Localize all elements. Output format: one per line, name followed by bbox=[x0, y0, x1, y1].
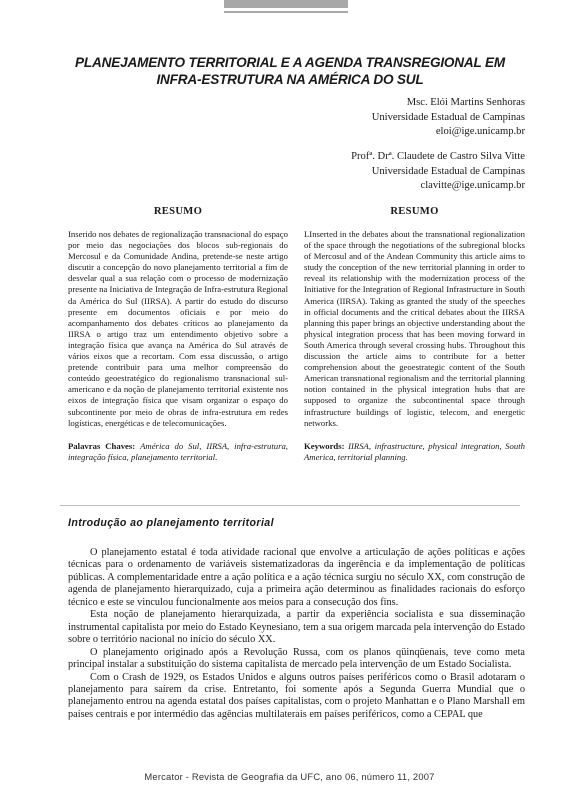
section-heading: Introdução ao planejamento territorial bbox=[68, 517, 274, 529]
header-decoration-bar bbox=[224, 0, 348, 8]
author-institution: Universidade Estadual de Campinas bbox=[371, 111, 525, 123]
author-name: Profª. Drª. Claudete de Castro Silva Vitte bbox=[351, 151, 525, 162]
abstract-heading: RESUMO bbox=[390, 206, 439, 217]
body-paragraph: O planejamento originado após a Revolução Russa, com os planos qüinqüenais, teve como meta principal instalar a substituição do sistema capitalista de mercado pela intervenção de um Estado Socialista. bbox=[68, 646, 525, 671]
abstract-text: LInserted in the debates about the transnational regionalization of the space through the negotiations of the subregional blocks of Mercosul and of the Andean Community this article aims to study the conception of the new territorial planning in order to reveal its relationship with the modernization process of the Initiative for the Integration of Regional Infrastructure in South America (IIRSA). Taking as granted the study of the speeches in official documents and the critical debates about the IIRSA planning this paper brings an objective understanding about the physical integration process that has been moving forward in South America through several crossing hubs. Throughout this discussion the article aims to contribute for a better comprehension about the geoestrategic content of the South American transnational regionalism and the territorial planning notion contained in the physical integration hubs that are supposed to organize the subcontinental space through infrastructure buildings of logistic, telecom, and energetic networks. bbox=[304, 229, 525, 428]
keywords-label: Palavras Chaves bbox=[68, 440, 133, 451]
author-email[interactable]: eloi@ige.unicamp.br bbox=[435, 126, 525, 138]
body-paragraph: O planejamento estatal é toda atividade racional que envolve a articulação de ações políticas e ações técnicas para o ordenamento de variáveis sistematizadoras da ingerência e da implementação de políticas públicas. A complementaridade entre a ação política e a ação técnica surgiu no século XX, com construção de agenda de planejamento hierarquizado, cuja a primeira ação determinou as finalidades racionais do esforço técnico e este se vinculou funcionalmente aos meios para a consecução dos fins. bbox=[68, 547, 525, 608]
abstract-english bbox=[304, 206, 525, 463]
abstract-text: Inserido nos debates de regionalização transnacional do espaço por meio das negociações dos blocos sub-regionais do Mercosul e da Comunidade Andina, pretende-se neste artigo discutir a concepção do novo planejamento territorial a fim de desvelar qual a sua relação com o processo de modernização presente na Iniciativa de Integração de Infra-estrutura Regional da América do Sul (IIRSA). A partir do estudo do discurso presente em documentos oficiais e por meio do acompanhamento dos debates críticos ao planejamento da IIRSA o artigo traz um entendimento objetivo sobre a integração física que avança na América do Sul através de vários eixos que a recortam. Com essa discussão, o artigo pretende contribuir para uma melhor compreensão do conteúdo geoestratégico do regionalismo transnacional sul-americano e da noção de planejamento territorial existente nos eixos de integração física que visam organizar o espaço do subcontinente por meio de obras de infra-estrutura em redes logísticas, energéticas e de telecomunicações. bbox=[68, 229, 288, 428]
abstract-heading: RESUMO bbox=[153, 206, 203, 217]
author-name: Msc. Elói Martins Senhoras bbox=[406, 97, 525, 108]
header-decoration-line bbox=[224, 11, 348, 13]
keywords-line: Keywords: IIRSA, infrastructure, physical integration, South America, territorial planning. bbox=[304, 440, 525, 462]
author-block-1 bbox=[372, 96, 525, 140]
keywords-label: Keywords bbox=[304, 440, 342, 451]
keywords-line: Palavras Chaves: América do Sul, IIRSA, infra-estrutura, integração física, planejamento territorial. bbox=[68, 440, 288, 462]
keywords-list: América do Sul, IIRSA, infra-estrutura, integração física, planejamento territorial. bbox=[68, 440, 288, 462]
author-email[interactable]: clavitte@ige.unicamp.br bbox=[420, 180, 525, 192]
body-paragraph: Com o Crash de 1929, os Estados Unidos e alguns outros países periféricos como o Brasil adotaram o planejamento para saírem da crise. Entretanto, foi somente após a Segunda Guerra Mundial que o planejamento entrou na agenda estatal dos países capitalistas, com o projeto Manhattan e o Plano Marshall em países centrais e por intermédio das agências multilaterais em países periféricos, como a CEPAL que bbox=[68, 671, 525, 720]
keywords-list: IIRSA, infrastructure, physical integration, South America, territorial planning. bbox=[304, 440, 525, 462]
article-title: PLANEJAMENTO TERRITORIAL E A AGENDA TRANSREGIONAL EM INFRA-ESTRUTURA NA AMÉRICA DO SUL bbox=[75, 55, 505, 87]
body-paragraph: Esta noção de planejamento hierarquizada, a partir da experiência socialista e sua disseminação instrumental capitalista por meio do Estado Keynesiano, tem a sua origem marcada pela intervenção do Estado sobre o território nacional no início do século XX. bbox=[68, 609, 525, 646]
section-divider bbox=[60, 505, 520, 506]
author-institution: Universidade Estadual de Campinas bbox=[371, 165, 525, 177]
author-block-2 bbox=[351, 150, 525, 194]
abstract-portuguese bbox=[68, 206, 288, 463]
section-body bbox=[68, 547, 525, 721]
journal-footer: Mercator - Revista de Geografia da UFC, ano 06, número 11, 2007 bbox=[144, 771, 435, 782]
